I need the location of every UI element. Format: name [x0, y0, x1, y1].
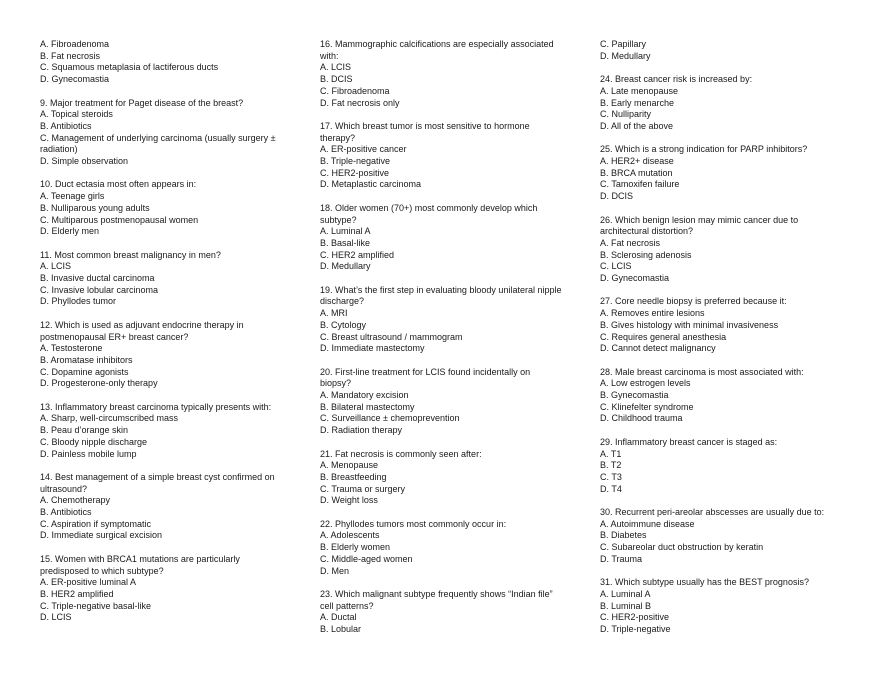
- question-stem: predisposed to which subtype?: [40, 565, 164, 576]
- answer-option: C. Dopamine agonists: [40, 366, 129, 377]
- question-stem: 19. What’s the first step in evaluating bloody unilateral nipple: [320, 284, 562, 295]
- answer-option: C. Papillary: [600, 39, 647, 49]
- question-block: [600, 215, 850, 285]
- answer-option: C. Squamous metaplasia of lactiferous ducts: [40, 62, 219, 73]
- question-block: [40, 179, 290, 238]
- answer-option: B. Basal-like: [320, 237, 371, 248]
- answer-option: A. LCIS: [40, 261, 72, 272]
- answer-option: D. Gynecomastia: [600, 273, 670, 284]
- answer-option: A. Mandatory excision: [320, 390, 409, 401]
- answer-option: D. Progesterone-only therapy: [40, 378, 158, 389]
- answer-option: A. Topical steroids: [40, 109, 113, 120]
- question-block: [320, 589, 570, 636]
- answer-option: A. Chemotherapy: [40, 495, 111, 506]
- answer-option: D. Painless mobile lump: [40, 448, 137, 459]
- answer-option: C. Management of underlying carcinoma (usually surgery ±: [40, 132, 276, 143]
- answer-option: B. Elderly women: [320, 542, 391, 553]
- answer-option: C. HER2-positive: [600, 612, 670, 623]
- answer-option: D. Simple observation: [40, 156, 129, 167]
- answer-option: B. DCIS: [320, 74, 353, 85]
- answer-option: C. Triple-negative basal-like: [40, 600, 152, 611]
- answer-option: A. HER2+ disease: [600, 156, 674, 166]
- answer-option: D. Medullary: [320, 261, 371, 272]
- answer-option: B. Early menarche: [600, 97, 675, 108]
- answer-option: C. LCIS: [600, 261, 632, 272]
- question-stem: 10. Duct ectasia most often appears in:: [40, 179, 197, 190]
- question-block: [40, 320, 290, 390]
- answer-option: D. Trauma: [600, 553, 643, 564]
- answer-option: A. MRI: [320, 308, 348, 319]
- column-1: [40, 39, 290, 624]
- answer-option: B. Aromatase inhibitors: [40, 354, 133, 365]
- question-stem: biopsy?: [320, 378, 352, 389]
- question-stem: ultrasound?: [40, 483, 88, 494]
- question-stem: 25. Which is a strong indication for PARP inhibitors?: [600, 144, 808, 155]
- question-block: [320, 39, 570, 109]
- answer-option: B. Peau d’orange skin: [40, 425, 129, 436]
- answer-option: A. LCIS: [320, 62, 352, 73]
- answer-option: D. LCIS: [40, 612, 72, 623]
- question-stem: 27. Core needle biopsy is preferred because it:: [600, 296, 787, 307]
- answer-option: A. Low estrogen levels: [600, 378, 691, 389]
- question-stem: subtype?: [320, 214, 357, 225]
- answer-option: C. Middle-aged women: [320, 553, 413, 564]
- answer-option: A. Late menopause: [600, 85, 679, 96]
- answer-option: A. Fat necrosis: [600, 237, 661, 248]
- question-stem: 30. Recurrent peri-areolar abscesses are usually due to:: [600, 507, 825, 518]
- answer-option: D. Childhood trauma: [600, 413, 683, 424]
- answer-option: B. Invasive ductal carcinoma: [40, 273, 155, 284]
- question-stem: 11. Most common breast malignancy in men?: [40, 249, 221, 260]
- question-continuation: [40, 39, 290, 86]
- answer-option: C. HER2-positive: [320, 167, 390, 178]
- answer-option: C. HER2 amplified: [320, 249, 395, 260]
- question-stem: 16. Mammographic calcifications are especially associated: [320, 39, 554, 49]
- answer-option: A. Adolescents: [320, 530, 380, 541]
- answer-option: D. All of the above: [600, 120, 674, 131]
- column-3: [600, 39, 850, 636]
- answer-option: B. Sclerosing adenosis: [600, 249, 692, 260]
- answer-option: C. Breast ultrasound / mammogram: [320, 331, 463, 342]
- answer-option: C. Trauma or surgery: [320, 483, 406, 494]
- answer-option: A. Testosterone: [40, 343, 103, 354]
- answer-option: A. ER-positive cancer: [320, 144, 407, 155]
- question-block: [600, 367, 850, 426]
- answer-option: D. Immediate surgical excision: [40, 530, 163, 541]
- question-block: [600, 144, 850, 203]
- answer-option: C. Invasive lobular carcinoma: [40, 284, 159, 295]
- answer-option: B. Triple-negative: [320, 156, 391, 167]
- answer-option: A. Removes entire lesions: [600, 308, 705, 319]
- question-stem: 23. Which malignant subtype frequently shows “Indian file”: [320, 588, 553, 599]
- answer-option: B. Antibiotics: [40, 120, 92, 131]
- question-stem: therapy?: [320, 132, 356, 143]
- question-stem: discharge?: [320, 296, 365, 307]
- question-stem: 22. Phyllodes tumors most commonly occur in:: [320, 518, 507, 529]
- column-2: [320, 39, 570, 636]
- question-stem: with:: [320, 50, 339, 61]
- answer-option: B. Lobular: [320, 624, 362, 635]
- question-block: [600, 296, 850, 355]
- answer-option: A. Sharp, well-circumscribed mass: [40, 413, 179, 424]
- question-block: [320, 519, 570, 578]
- answer-option: C. Tamoxifen failure: [600, 179, 680, 190]
- question-stem: 29. Inflammatory breast cancer is staged as:: [600, 436, 778, 447]
- answer-option: C. Requires general anesthesia: [600, 331, 727, 342]
- answer-option: D. T4: [600, 483, 622, 494]
- answer-option: C. Fibroadenoma: [320, 85, 390, 96]
- question-stem: 31. Which subtype usually has the BEST prognosis?: [600, 577, 809, 588]
- question-block: [320, 285, 570, 355]
- question-stem: 20. First-line treatment for LCIS found incidentally on: [320, 366, 531, 377]
- answer-option: B. Gynecomastia: [600, 390, 669, 401]
- answer-option: D. Elderly men: [40, 226, 100, 237]
- question-block: [40, 98, 290, 168]
- question-block: [320, 367, 570, 437]
- answer-option: B. Nulliparous young adults: [40, 202, 150, 213]
- question-stem: cell patterns?: [320, 600, 374, 611]
- answer-option: D. Triple-negative: [600, 624, 671, 635]
- question-block: [600, 577, 850, 636]
- answer-option: C. Surveillance ± chemoprevention: [320, 413, 460, 424]
- answer-option: B. Bilateral mastectomy: [320, 401, 415, 412]
- question-block: [600, 437, 850, 496]
- answer-option: B. Antibiotics: [40, 507, 92, 518]
- question-stem: postmenopausal ER+ breast cancer?: [40, 331, 189, 342]
- answer-option: C. Aspiration if symptomatic: [40, 518, 152, 529]
- question-stem: 18. Older women (70+) most commonly develop which: [320, 202, 538, 213]
- answer-option: C. Subareolar duct obstruction by keratin: [600, 542, 764, 553]
- question-block: [600, 507, 850, 566]
- question-stem: 15. Women with BRCA1 mutations are particularly: [40, 553, 240, 564]
- question-stem: 26. Which benign lesion may mimic cancer due to: [600, 214, 799, 225]
- answer-option: D. Medullary: [600, 50, 651, 61]
- question-stem: 9. Major treatment for Paget disease of the breast?: [40, 97, 244, 108]
- question-stem: 12. Which is used as adjuvant endocrine therapy in: [40, 319, 244, 330]
- answer-option: B. Cytology: [320, 319, 367, 330]
- answer-option: A. Ductal: [320, 612, 357, 623]
- answer-option: B. Gives histology with minimal invasiveness: [600, 319, 779, 330]
- question-block: [320, 449, 570, 508]
- answer-option: A. Luminal A: [600, 588, 651, 599]
- question-stem: 17. Which breast tumor is most sensitive to hormone: [320, 120, 530, 131]
- answer-option: B. Breastfeeding: [320, 471, 387, 482]
- answer-option: C. Multiparous postmenopausal women: [40, 214, 199, 225]
- answer-option: B. T2: [600, 460, 622, 471]
- question-block: [320, 121, 570, 191]
- answer-option: C. Bloody nipple discharge: [40, 436, 148, 447]
- answer-option: B. Luminal B: [600, 600, 652, 611]
- question-stem: 28. Male breast carcinoma is most associated with:: [600, 366, 804, 377]
- answer-option: C. Nulliparity: [600, 109, 652, 120]
- answer-option: D. Men: [320, 565, 350, 576]
- question-stem: 21. Fat necrosis is commonly seen after:: [320, 448, 482, 459]
- answer-option: B. HER2 amplified: [40, 588, 114, 599]
- question-stem: 24. Breast cancer risk is increased by:: [600, 74, 753, 85]
- answer-option: D. Immediate mastectomy: [320, 343, 425, 354]
- answer-option: B. Diabetes: [600, 530, 647, 541]
- question-block: [40, 250, 290, 309]
- question-block: [600, 74, 850, 133]
- answer-option: D. Radiation therapy: [320, 425, 403, 436]
- answer-option: A. Teenage girls: [40, 191, 105, 202]
- answer-option: A. Luminal A: [320, 226, 371, 237]
- answer-option: A. Menopause: [320, 460, 379, 471]
- question-block: [40, 402, 290, 461]
- answer-option: A. Autoimmune disease: [600, 518, 695, 529]
- answer-option: C. Klinefelter syndrome: [600, 401, 694, 412]
- answer-option: D. Phyllodes tumor: [40, 296, 117, 307]
- answer-option: A. Fibroadenoma: [40, 39, 110, 49]
- answer-option: D. Gynecomastia: [40, 74, 110, 85]
- question-stem: 13. Inflammatory breast carcinoma typically presents with:: [40, 401, 272, 412]
- answer-option: A. ER-positive luminal A: [40, 577, 137, 588]
- answer-option: D. Fat necrosis only: [320, 97, 400, 108]
- question-continuation: [600, 39, 850, 62]
- question-stem: architectural distortion?: [600, 226, 694, 237]
- answer-option: C. T3: [600, 471, 622, 482]
- question-block: [40, 472, 290, 542]
- answer-option: D. Weight loss: [320, 495, 378, 506]
- question-stem: 14. Best management of a simple breast cyst confirmed on: [40, 471, 275, 482]
- answer-option: D. DCIS: [600, 191, 634, 202]
- answer-option: radiation): [40, 144, 78, 155]
- answer-option: A. T1: [600, 448, 622, 459]
- answer-option: B. BRCA mutation: [600, 167, 673, 178]
- question-block: [40, 554, 290, 624]
- answer-option: B. Fat necrosis: [40, 50, 101, 61]
- answer-option: D. Cannot detect malignancy: [600, 343, 716, 354]
- question-block: [320, 203, 570, 273]
- answer-option: D. Metaplastic carcinoma: [320, 179, 422, 190]
